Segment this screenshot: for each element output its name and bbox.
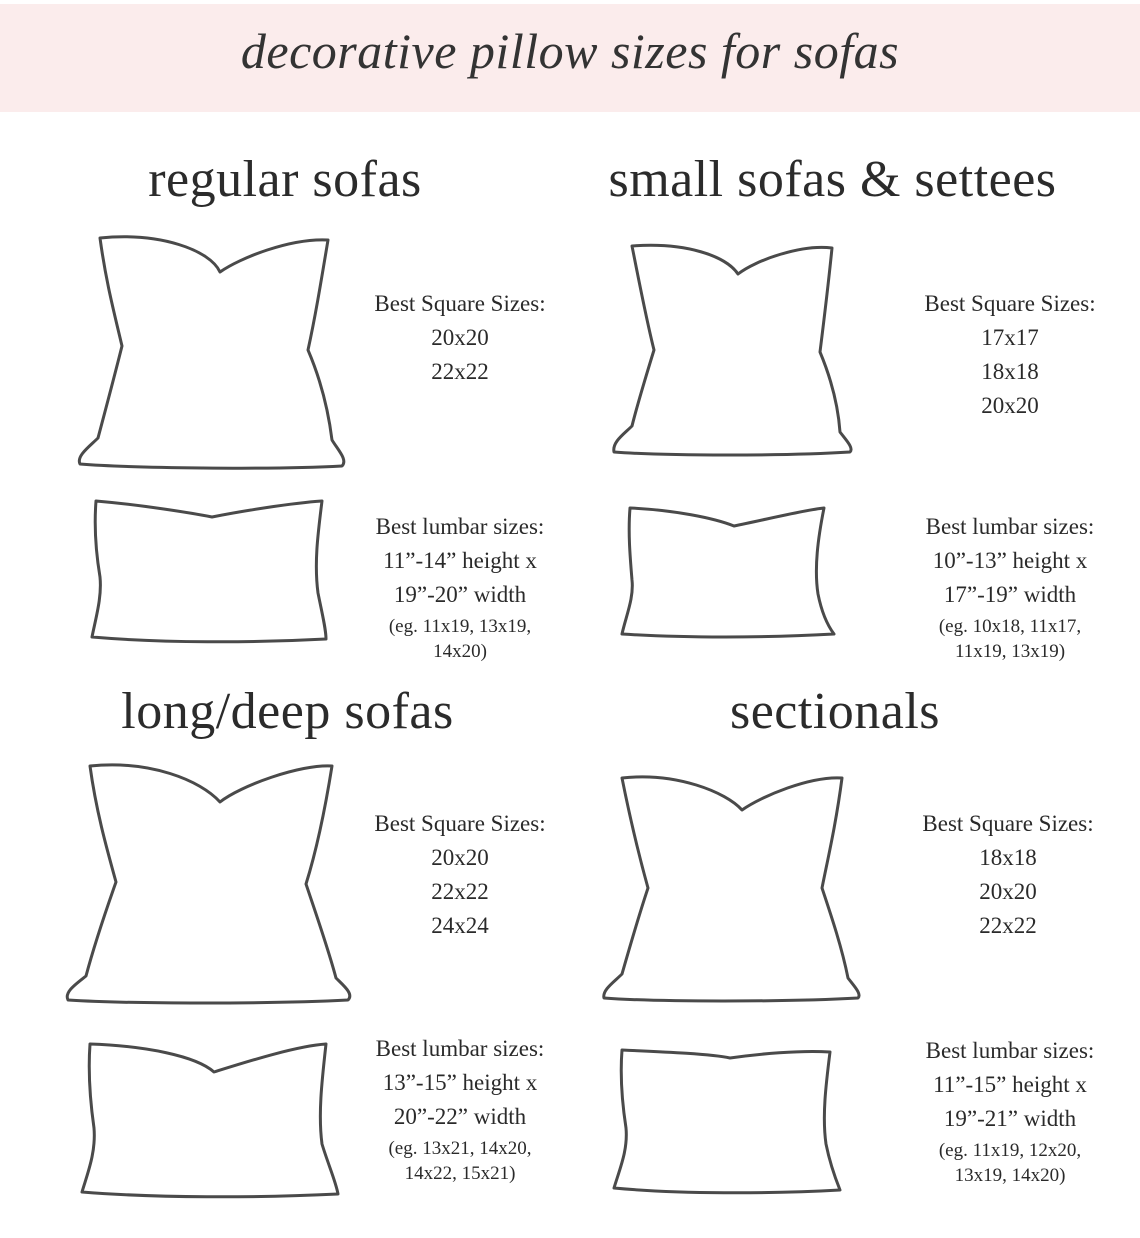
lumbar-examples: 14x22, 15x21) — [404, 1163, 516, 1184]
section-heading-long-deep-sofas: long/deep sofas — [121, 683, 454, 740]
lumbar-sizes-long-deep-sofas — [355, 1032, 565, 1186]
square-sizes-small-sofas — [905, 287, 1115, 423]
section-heading-small-sofas: small sofas & settees — [608, 151, 1057, 208]
square-sizes-label: Best Square Sizes: — [924, 291, 1096, 316]
lumbar-height: 11”-15” height x — [933, 1072, 1087, 1097]
square-size-value: 20x20 — [981, 393, 1039, 418]
lumbar-height: 11”-14” height x — [383, 548, 537, 573]
lumbar-examples: 11x19, 13x19) — [954, 641, 1066, 662]
lumbar-width: 19”-20” width — [393, 582, 527, 607]
lumbar-height: 13”-15” height x — [382, 1070, 538, 1095]
lumbar-width: 20”-22” width — [393, 1104, 527, 1129]
lumbar-examples: (eg. 11x19, 12x20, — [938, 1140, 1082, 1161]
square-sizes-sectionals — [903, 807, 1113, 943]
lumbar-sizes-label: Best lumbar sizes: — [375, 1036, 545, 1061]
lumbar-pillow-illustration — [608, 1040, 852, 1204]
section-heading-sectionals: sectionals — [729, 683, 941, 740]
square-size-value: 20x20 — [431, 325, 489, 350]
lumbar-sizes-small-sofas — [905, 510, 1115, 664]
lumbar-examples: (eg. 11x19, 13x19, — [388, 616, 532, 637]
section-heading-regular-sofas: regular sofas — [148, 151, 422, 208]
lumbar-pillow-illustration — [82, 493, 342, 653]
square-size-value: 22x22 — [431, 359, 489, 384]
lumbar-height: 10”-13” height x — [932, 548, 1088, 573]
lumbar-sizes-label: Best lumbar sizes: — [375, 514, 545, 539]
lumbar-pillow-illustration — [614, 498, 844, 646]
page-title: decorative pillow sizes for sofas — [240, 23, 900, 79]
lumbar-examples: 14x20) — [433, 641, 487, 662]
lumbar-sizes-sectionals — [905, 1034, 1115, 1188]
square-size-value: 17x17 — [981, 325, 1039, 350]
square-sizes-regular-sofas — [355, 287, 565, 389]
square-size-value: 20x20 — [979, 879, 1037, 904]
square-pillow-illustration — [606, 236, 858, 461]
lumbar-sizes-label: Best lumbar sizes: — [925, 1038, 1095, 1063]
square-sizes-label: Best Square Sizes: — [922, 811, 1094, 836]
square-pillow-illustration — [60, 756, 362, 1011]
square-size-value: 22x22 — [979, 913, 1037, 938]
square-size-value: 24x24 — [431, 913, 489, 938]
square-sizes-label: Best Square Sizes: — [374, 291, 546, 316]
lumbar-sizes-regular-sofas — [355, 510, 565, 664]
square-size-value: 18x18 — [981, 359, 1039, 384]
lumbar-sizes-label: Best lumbar sizes: — [925, 514, 1095, 539]
square-size-value: 18x18 — [979, 845, 1037, 870]
square-sizes-long-deep-sofas — [355, 807, 565, 943]
square-sizes-label: Best Square Sizes: — [374, 811, 546, 836]
lumbar-examples: (eg. 13x21, 14x20, — [388, 1138, 532, 1159]
square-pillow-illustration — [70, 228, 360, 478]
square-size-value: 20x20 — [431, 845, 489, 870]
lumbar-examples: 13x19, 14x20) — [954, 1165, 1066, 1186]
lumbar-width: 17”-19” width — [943, 582, 1077, 607]
lumbar-width: 19”-21” width — [943, 1106, 1077, 1131]
square-pillow-illustration — [596, 768, 868, 1006]
lumbar-examples: (eg. 10x18, 11x17, — [938, 616, 1082, 637]
lumbar-pillow-illustration — [76, 1034, 352, 1206]
square-size-value: 22x22 — [431, 879, 489, 904]
